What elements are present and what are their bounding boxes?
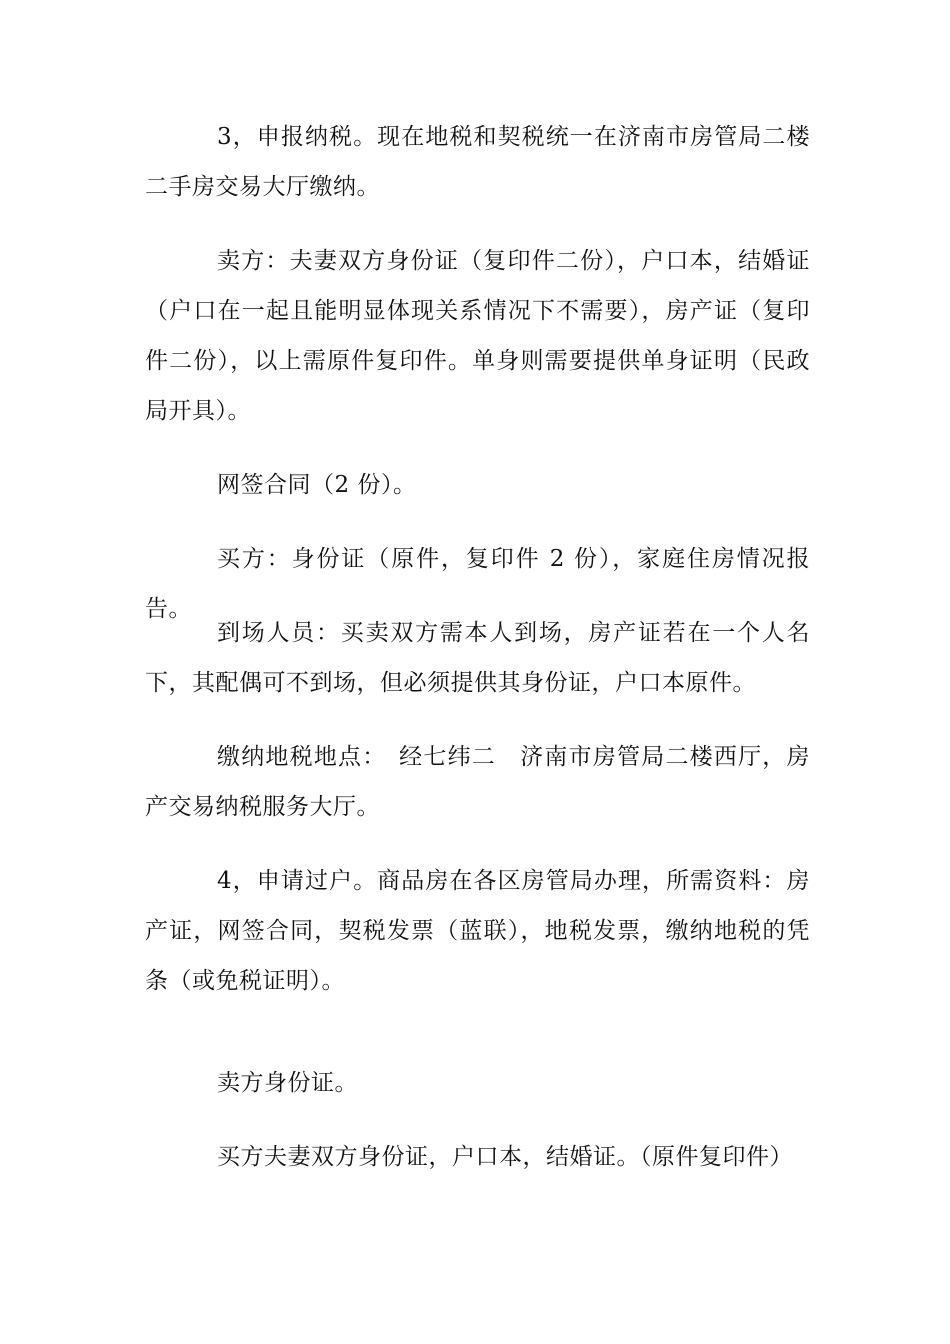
paragraph-tax-location: 缴纳地税地点： 经七纬二 济南市房管局二楼西厅，房产交易纳税服务大厅。: [145, 744, 810, 820]
paragraph-buyer-id-docs: 买方夫妻双方身份证，户口本，结婚证。（原件复印件）: [217, 1144, 793, 1170]
paragraph-buyer-documents: 买方：身份证（原件，复印件 2 份），家庭住房情况报告。: [145, 546, 810, 622]
paragraph-transfer-application: 4，申请过户。商品房在各区房管局办理，所需资料：房产证，网签合同，契税发票（蓝联），地税发票，缴纳地税的凭条（或免税证明）。: [145, 868, 810, 994]
paragraph-seller-documents: 卖方：夫妻双方身份证（复印件二份），户口本，结婚证（户口在一起且能明显体现关系情况下不需要），房产证（复印件二份），以上需原件复印件。单身则需要提供单身证明（民政局开具）。: [145, 248, 810, 424]
paragraph-seller-id: 卖方身份证。: [217, 1070, 358, 1096]
paragraph-attendees: 到场人员：买卖双方需本人到场，房产证若在一个人名下，其配偶可不到场，但必须提供其身份证，户口本原件。: [145, 620, 810, 696]
paragraph-online-contract: 网签合同（2 份）。: [217, 472, 417, 498]
paragraph-tax-declaration: 3，申报纳税。现在地税和契税统一在济南市房管局二楼二手房交易大厅缴纳。: [145, 124, 810, 200]
